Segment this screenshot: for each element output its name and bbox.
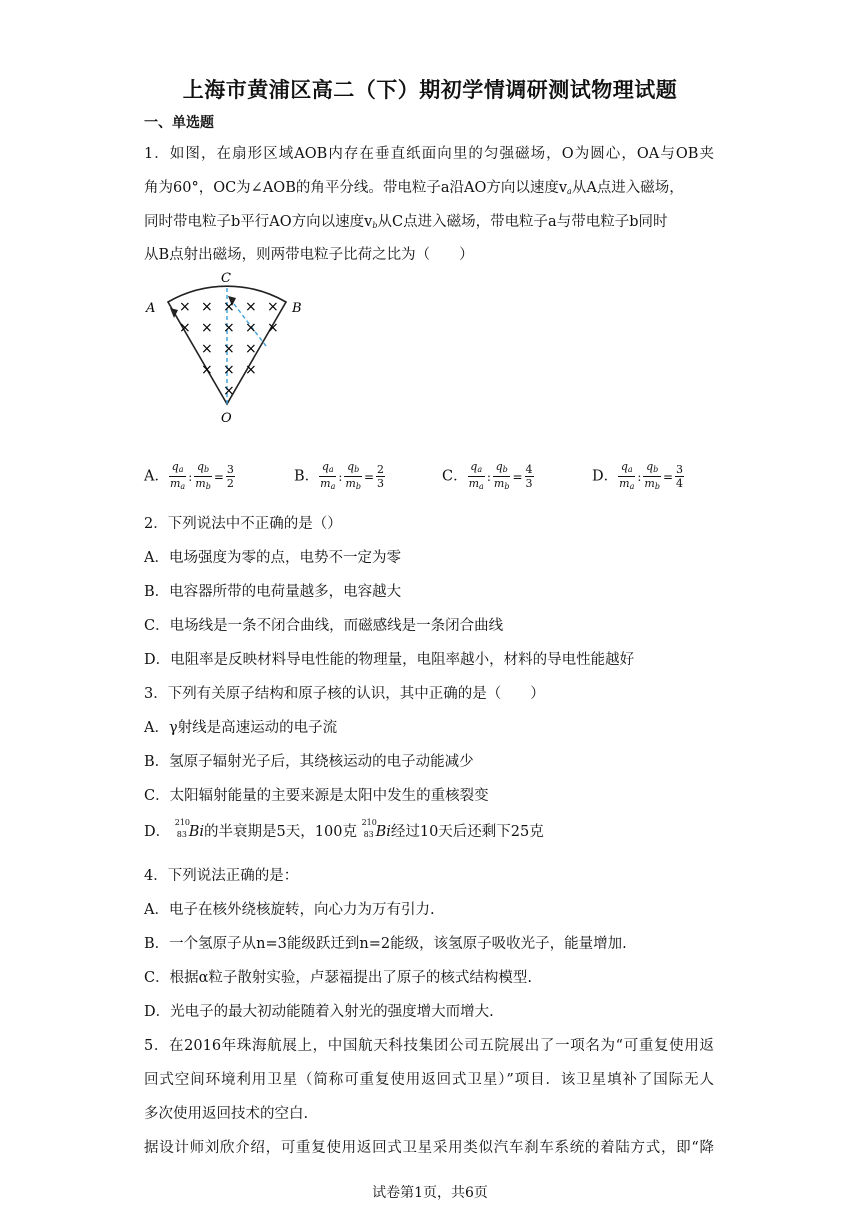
field-cross-icon: × xyxy=(201,341,213,357)
q1-option-c xyxy=(442,460,534,493)
q1-line-1: 1．如图，在扇形区域AOB内存在垂直纸面向里的匀强磁场，O为圆心，OA与OB夹 xyxy=(144,146,714,162)
nuclide-bi-2 xyxy=(361,818,377,839)
page-title: 上海市黄浦区高二（下）期初学情调研测试物理试题 xyxy=(182,78,678,102)
q3-stem: 3．下列有关原子结构和原子核的认识，其中正确的是（ ） xyxy=(144,686,545,702)
element-symbol: Bi xyxy=(188,824,205,840)
fraction-b: $\frac{q_b}{m_b}$ xyxy=(493,460,510,491)
q2-option-a: A．电场强度为零的点，电势不一定为零 xyxy=(144,550,401,566)
element-symbol: Bi xyxy=(375,824,391,840)
q1-line-3 xyxy=(144,210,668,231)
option-letter: B． xyxy=(294,468,320,485)
fraction-a: $\frac{q_a}{m_a}$ xyxy=(169,460,186,491)
field-cross-icon: × xyxy=(245,341,257,357)
option-letter: D． xyxy=(592,468,619,485)
field-cross-icon: × xyxy=(223,299,235,315)
label-b: B xyxy=(292,301,302,316)
option-letter: A． xyxy=(144,468,169,485)
atomic-number: 83 xyxy=(176,830,187,839)
ratio-expression: $\frac{q_a}{m_a}$ : $\frac{q_b}{m_b}$ = $\frac{2}{3}$ xyxy=(320,460,385,491)
field-cross-icon: × xyxy=(201,320,213,336)
fraction-value: $\frac{4}{3}$ xyxy=(525,463,533,490)
q1-option-d xyxy=(592,460,684,493)
q1-line-4: 从B点射出磁场，则两带电粒子比荷之比为（ ） xyxy=(144,247,474,263)
ratio-expression: $\frac{q_a}{m_a}$ : $\frac{q_b}{m_b}$ = $\frac{4}{3}$ xyxy=(468,460,533,491)
fraction-b: $\frac{q_b}{m_b}$ xyxy=(644,460,660,491)
q2-option-c: C．电场线是一条不闭合曲线，而磁感线是一条闭合曲线 xyxy=(144,618,504,634)
fraction-value: $\frac{3}{2}$ xyxy=(226,463,234,490)
field-crosses xyxy=(179,299,279,399)
field-cross-icon: × xyxy=(223,341,235,357)
q1-option-b xyxy=(294,460,385,493)
option-letter: C． xyxy=(442,468,468,485)
q3-option-b: B．氢原子辐射光子后，其绕核运动的电子动能减少 xyxy=(144,754,474,770)
fraction-b: $\frac{q_b}{m_b}$ xyxy=(345,460,361,491)
fraction-a: $\frac{q_a}{m_a}$ xyxy=(619,460,635,491)
field-cross-icon: × xyxy=(267,299,279,315)
field-cross-icon: × xyxy=(245,362,257,378)
field-cross-icon: × xyxy=(179,320,191,336)
q3-option-a: A．γ射线是高速运动的电子流 xyxy=(144,720,338,736)
field-cross-icon: × xyxy=(245,320,257,336)
subscript-a: a xyxy=(567,187,572,196)
q2-option-d: D．电阻率是反映材料导电性能的物理量，电阻率越小，材料的导电性能越好 xyxy=(144,652,635,668)
q3-option-d-letter: D． xyxy=(144,824,171,840)
label-c: C xyxy=(221,271,231,286)
q3-option-d-text-1: 的半衰期是5天，100克 xyxy=(204,824,357,840)
field-cross-icon: × xyxy=(201,299,213,315)
q5-line-2: 回式空间环境利用卫星（简称可重复使用返回式卫星）”项目．该卫星填补了国际无人 xyxy=(144,1072,714,1088)
sector-field-figure xyxy=(140,266,320,426)
q2-stem: 2．下列说法中不正确的是（） xyxy=(144,516,342,532)
field-cross-icon: × xyxy=(223,383,235,399)
fraction-a: $\frac{q_a}{m_a}$ xyxy=(320,460,336,491)
field-cross-icon: × xyxy=(201,362,213,378)
q3-option-c: C．太阳辐射能量的主要来源是太阳中发生的重核裂变 xyxy=(144,788,489,804)
ratio-expression: $\frac{q_a}{m_a}$ : $\frac{q_b}{m_b}$ = $\frac{3}{4}$ xyxy=(619,460,684,491)
page-footer: 试卷第1页，共6页 xyxy=(372,1185,488,1201)
atomic-number: 83 xyxy=(363,830,374,839)
field-cross-icon: × xyxy=(179,299,191,315)
mass-number: 210 xyxy=(361,818,377,827)
subscript-b: b xyxy=(372,221,378,230)
ratio-expression: $\frac{q_a}{m_a}$ : $\frac{q_b}{m_b}$ = $\frac{3}{2}$ xyxy=(169,460,234,491)
fraction-a: $\frac{q_a}{m_a}$ xyxy=(468,460,484,491)
label-o: O xyxy=(221,411,232,426)
q1-line-3-text: 同时带电粒子b平行AO方向以速度v xyxy=(144,214,373,230)
fraction-value: $\frac{3}{4}$ xyxy=(676,463,684,490)
section-heading: 一、单选题 xyxy=(144,115,214,131)
q1-line-2 xyxy=(144,176,684,197)
q1-line-2-tail: 从A点进入磁场， xyxy=(571,180,684,196)
field-cross-icon: × xyxy=(223,320,235,336)
q4-option-a: A．电子在核外绕核旋转，向心力为万有引力. xyxy=(144,902,435,918)
field-cross-icon: × xyxy=(267,320,279,336)
fraction-b: $\frac{q_b}{m_b}$ xyxy=(195,460,211,491)
nuclide-bi-1 xyxy=(174,818,191,839)
q1-line-3-tail: 从C点进入磁场，带电粒子a与带电粒子b同时 xyxy=(377,214,668,230)
q3-option-d xyxy=(144,820,544,841)
field-cross-icon: × xyxy=(223,362,235,378)
q1-option-a xyxy=(144,460,235,493)
field-cross-icon: × xyxy=(245,299,257,315)
q4-stem: 4．下列说法正确的是： xyxy=(144,868,299,884)
label-a: A xyxy=(146,301,156,316)
mass-number: 210 xyxy=(174,818,191,827)
q5-line-4: 据设计师刘欣介绍，可重复使用返回式卫星采用类似汽车刹车系统的着陆方式，即“降 xyxy=(144,1140,714,1156)
q4-option-c: C．根据α粒子散射实验，卢瑟福提出了原子的核式结构模型. xyxy=(144,970,532,986)
q4-option-b: B．一个氢原子从n=3能级跃迁到n=2能级，该氢原子吸收光子，能量增加. xyxy=(144,936,627,952)
q5-line-1: 5．在2016年珠海航展上，中国航天科技集团公司五院展出了一项名为“可重复使用返 xyxy=(144,1038,714,1054)
q4-option-d: D．光电子的最大初动能随着入射光的强度增大而增大. xyxy=(144,1004,494,1020)
q5-line-3: 多次使用返回技术的空白. xyxy=(144,1106,309,1122)
q1-line-2-text: 角为60°，OC为∠AOB的角平分线。带电粒子a沿AO方向以速度v xyxy=(144,180,568,196)
fraction-value: $\frac{2}{3}$ xyxy=(377,463,385,490)
q2-option-b: B．电容器所带的电荷量越多，电容越大 xyxy=(144,584,402,600)
q3-option-d-text-2: 经过10天后还剩下25克 xyxy=(390,824,544,840)
